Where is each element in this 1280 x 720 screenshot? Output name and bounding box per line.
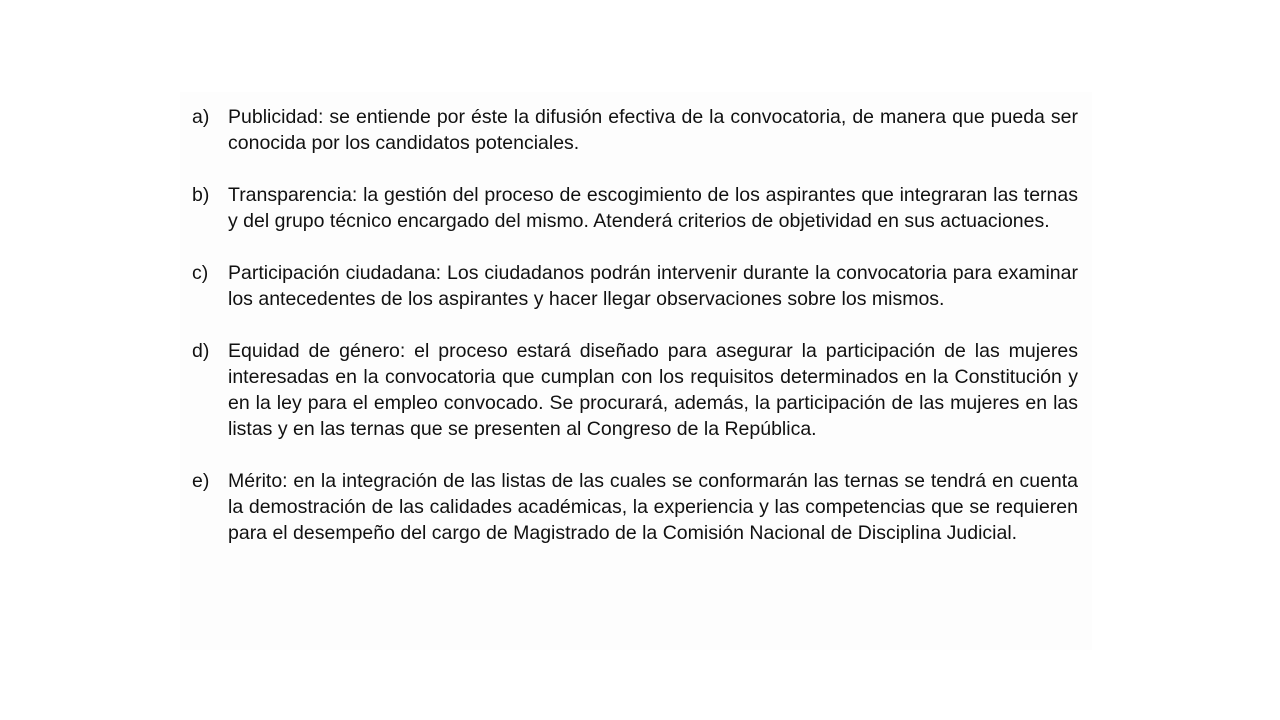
- clause-publicidad: [192, 104, 1078, 156]
- clause-text: Publicidad: se entiende por éste la difusión efectiva de la convocatoria, de manera que pueda ser conocida por los candidatos potenciales.: [228, 106, 1078, 154]
- clause-list: [192, 104, 1078, 572]
- clause-transparencia: [192, 182, 1078, 234]
- clause-letter: c): [192, 262, 209, 284]
- clause-text: Equidad de género: el proceso estará diseñado para asegurar la participación de las mujeres interesadas en la convocatoria que cumplan con los requisitos determinados en la Constitución y en la ley para el empleo convocado. Se procurará, además, la participación de las mujeres en las listas y en las ternas que se presenten al Congreso de la República.: [228, 340, 1078, 440]
- clause-text: Participación ciudadana: Los ciudadanos podrán intervenir durante la convocatoria para examinar los antecedentes de los aspirantes y hacer llegar observaciones sobre los mismos.: [228, 262, 1078, 310]
- clause-merito: [192, 468, 1078, 546]
- clause-participacion-ciudadana: [192, 260, 1078, 312]
- clause-letter: e): [192, 470, 210, 492]
- clause-text: Transparencia: la gestión del proceso de escogimiento de los aspirantes que integraran las ternas y del grupo técnico encargado del mismo. Atenderá criterios de objetividad en sus actuaciones.: [228, 184, 1078, 232]
- clause-letter: d): [192, 340, 210, 362]
- clause-letter: b): [192, 184, 210, 206]
- clause-letter: a): [192, 106, 210, 128]
- clause-equidad-de-genero: [192, 338, 1078, 442]
- clause-text: Mérito: en la integración de las listas de las cuales se conformarán las ternas se tendrá en cuenta la demostración de las calidades académicas, la experiencia y las competencias que se requieren para el desempeño del cargo de Magistrado de la Comisión Nacional de Disciplina Judicial.: [228, 470, 1078, 544]
